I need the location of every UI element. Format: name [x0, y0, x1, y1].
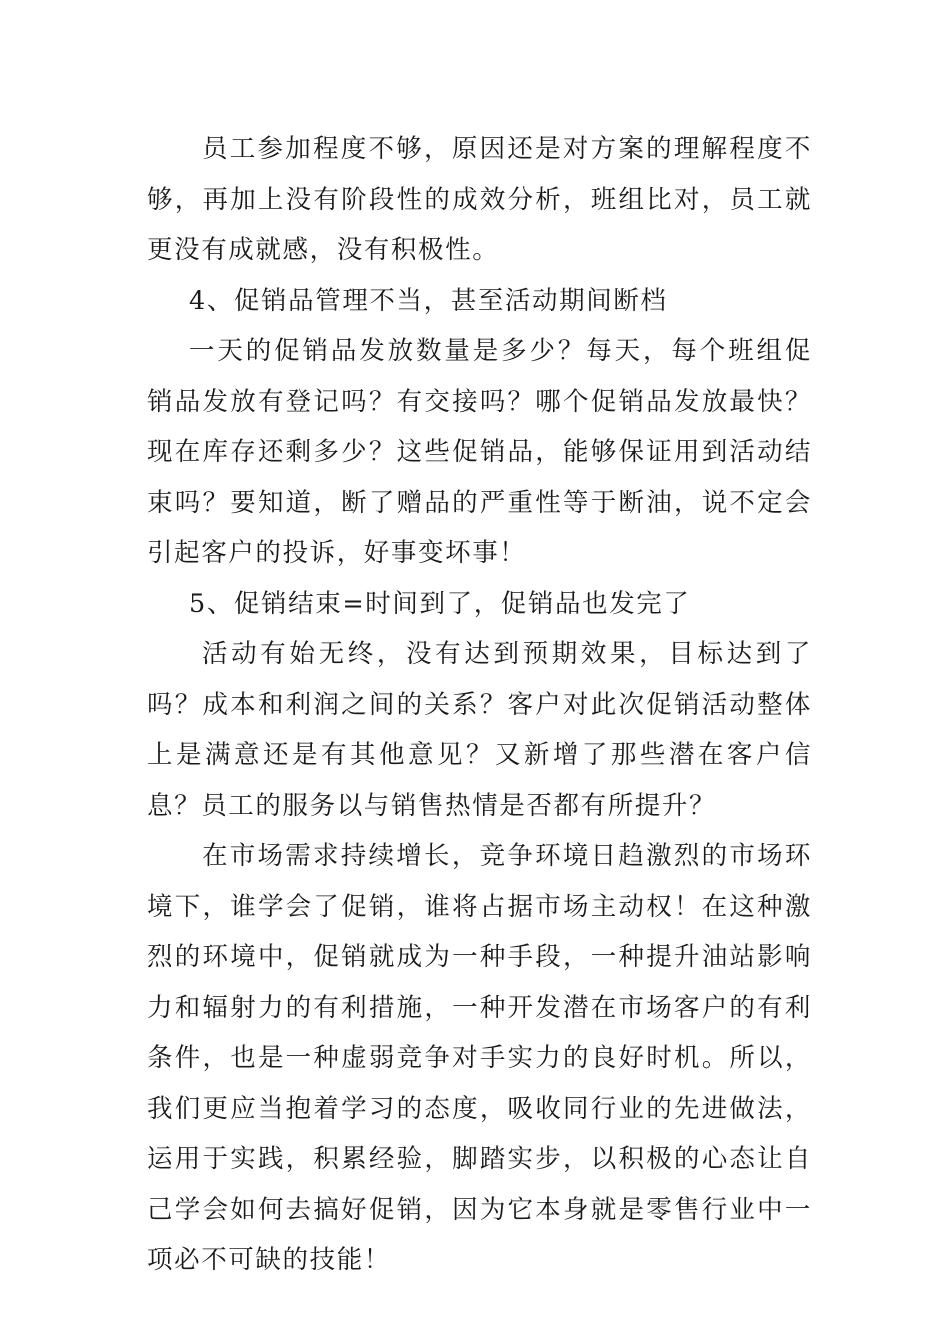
paragraph-conclusion: 在市场需求持续增长，竞争环境日趋激烈的市场环境下，谁学会了促销，谁将占据市场主动权！在这种激烈的环境中，促销就成为一种手段，一种提升油站影响力和辐射力的有利措施，一种开发潜在市场客户的有利条件，也是一种虚弱竞争对手实力的良好时机。所以，我们更应当抱着学习的态度，吸收同行业的先进做法，运用于实践，积累经验，脚踏实步，以积极的心态让自己学会如何去搞好促销，因为它本身就是零售行业中一项必不可缺的技能！ — [147, 841, 812, 1275]
paragraph-promo-items: 一天的促销品发放数量是多少？每天，每个班组促销品发放有登记吗？有交接吗？哪个促销品发放最快？现在库存还剩多少？这些促销品，能够保证用到活动结束吗？要知道，断了赠品的严重性等于断油，说不定会引起客户的投诉，好事变坏事！ — [147, 336, 812, 568]
document-body — [147, 124, 812, 1286]
paragraph-activity-end: 活动有始无终，没有达到预期效果，目标达到了吗？成本和利润之间的关系？客户对此次促销活动整体上是满意还是有其他意见？又新增了那些潜在客户信息？员工的服务以与销售热情是否都有所提升？ — [147, 639, 812, 821]
paragraph-employee-participation: 员工参加程度不够，原因还是对方案的理解程度不够，再加上没有阶段性的成效分析，班组比对，员工就更没有成就感，没有积极性。 — [147, 134, 812, 265]
heading-item-4: 4、促销品管理不当，甚至活动期间断档 — [189, 285, 668, 316]
heading-item-5: 5、促销结束=时间到了，促销品也发完了 — [189, 588, 691, 619]
